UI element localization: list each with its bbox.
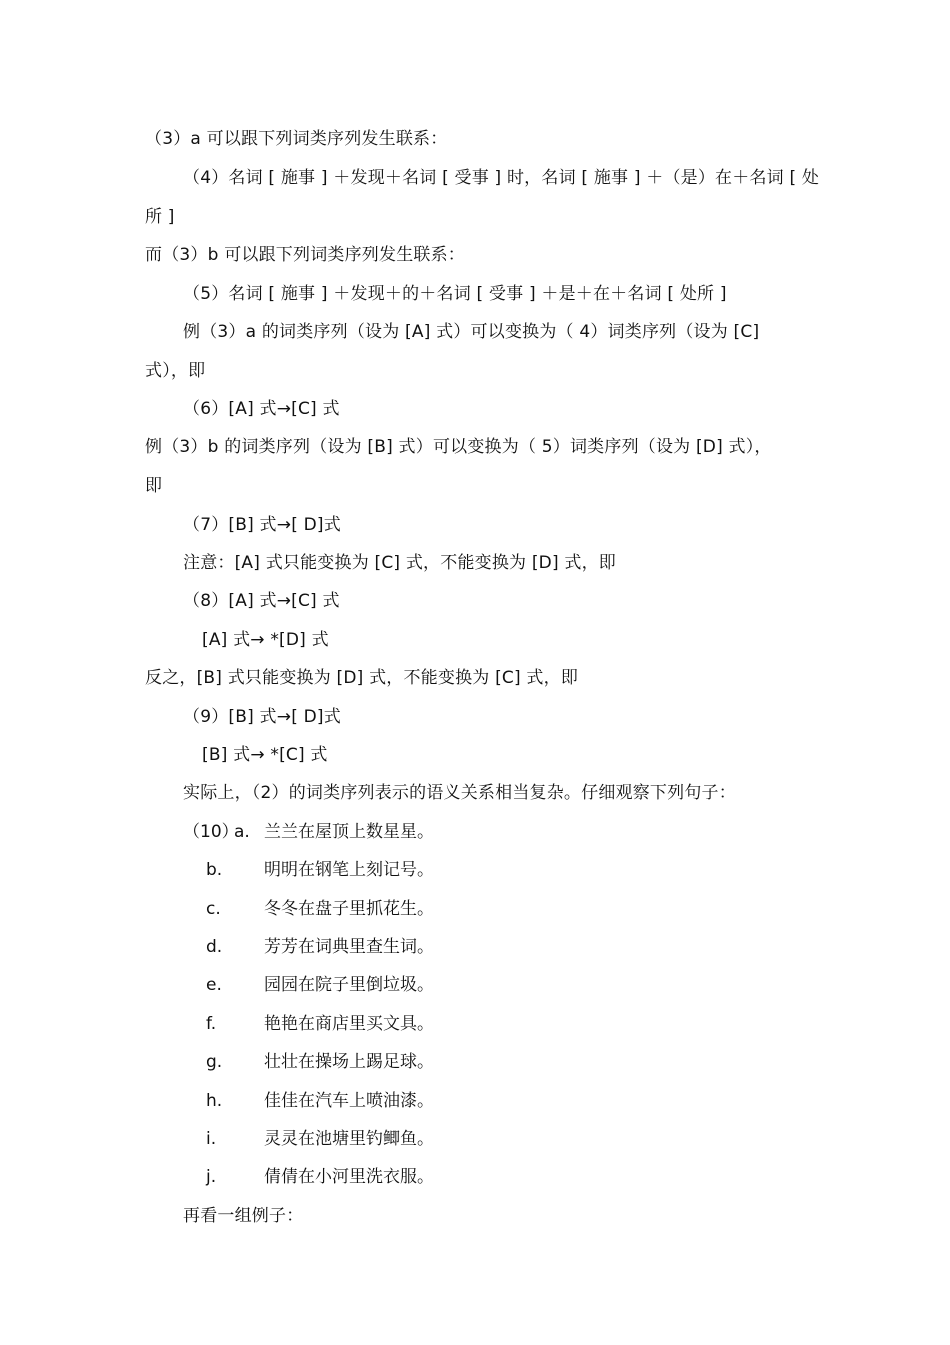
paragraph-line: 例（3）b 的词类序列（设为 [B] 式）可以变换为（ 5）词类序列（设为 [D] 式）， [145, 437, 772, 457]
example-label: c. [206, 899, 221, 919]
paragraph-line: [A] 式→ *[D] 式 [202, 630, 329, 650]
example-sentence: 艳艳在商店里买文具。 [264, 1014, 434, 1034]
example-sentence: 园园在院子里倒垃圾。 [264, 975, 434, 995]
paragraph-line: 而（3）b 可以跟下列词类序列发生联系： [145, 245, 466, 265]
example-label: e. [206, 975, 222, 995]
example-sentence: 兰兰在屋顶上数星星。 [264, 822, 434, 842]
example-label: a. [234, 822, 250, 842]
example-label: d. [206, 937, 223, 957]
paragraph-line: （5）名词 [ 施事 ] ＋发现＋的＋名词 [ 受事 ] ＋是＋在＋名词 [ 处所 ] [183, 284, 727, 304]
paragraph-line: [B] 式→ *[C] 式 [202, 745, 328, 765]
example-sentence: 壮壮在操场上踢足球。 [264, 1052, 434, 1072]
paragraph-line: （7）[B] 式→[ D]式 [183, 515, 341, 535]
paragraph-line: （4）名词 [ 施事 ] ＋发现＋名词 [ 受事 ] 时，名词 [ 施事 ] ＋（是）在＋名词 [ 处 [183, 168, 820, 188]
example-label: f. [206, 1014, 217, 1034]
example-sentence: 芳芳在词典里查生词。 [264, 937, 434, 957]
example-label: b. [206, 860, 223, 880]
paragraph-line: （3）a 可以跟下列词类序列发生联系： [145, 129, 448, 149]
example-label: g. [206, 1052, 223, 1072]
paragraph-line: 例（3）a 的词类序列（设为 [A] 式）可以变换为（ 4）词类序列（设为 [C] [183, 322, 760, 342]
paragraph-line: 注意：[A] 式只能变换为 [C] 式，不能变换为 [D] 式，即 [183, 553, 617, 573]
example-sentence: 冬冬在盘子里抓花生。 [264, 899, 434, 919]
paragraph-line: 式），即 [145, 361, 206, 381]
example-label: h. [206, 1091, 223, 1111]
example-label: i. [206, 1129, 217, 1149]
example-sentence: 灵灵在池塘里钓鲫鱼。 [264, 1129, 434, 1149]
paragraph-line: （8）[A] 式→[C] 式 [183, 591, 340, 611]
example-number: （10） [183, 822, 239, 842]
paragraph-line: （9）[B] 式→[ D]式 [183, 707, 341, 727]
example-sentence: 明明在钢笔上刻记号。 [264, 860, 434, 880]
paragraph-line: （6）[A] 式→[C] 式 [183, 399, 340, 419]
example-sentence: 佳佳在汽车上喷油漆。 [264, 1091, 434, 1111]
paragraph-line: 再看一组例子： [183, 1206, 304, 1226]
example-label: j. [206, 1167, 217, 1187]
example-sentence: 倩倩在小河里洗衣服。 [264, 1167, 434, 1187]
paragraph-line: 反之，[B] 式只能变换为 [D] 式，不能变换为 [C] 式，即 [145, 668, 579, 688]
paragraph-line: 即 [145, 476, 163, 496]
paragraph-line: 所 ] [145, 207, 175, 227]
paragraph-line: 实际上，（2）的词类序列表示的语义关系相当复杂。仔细观察下列句子： [183, 783, 736, 803]
